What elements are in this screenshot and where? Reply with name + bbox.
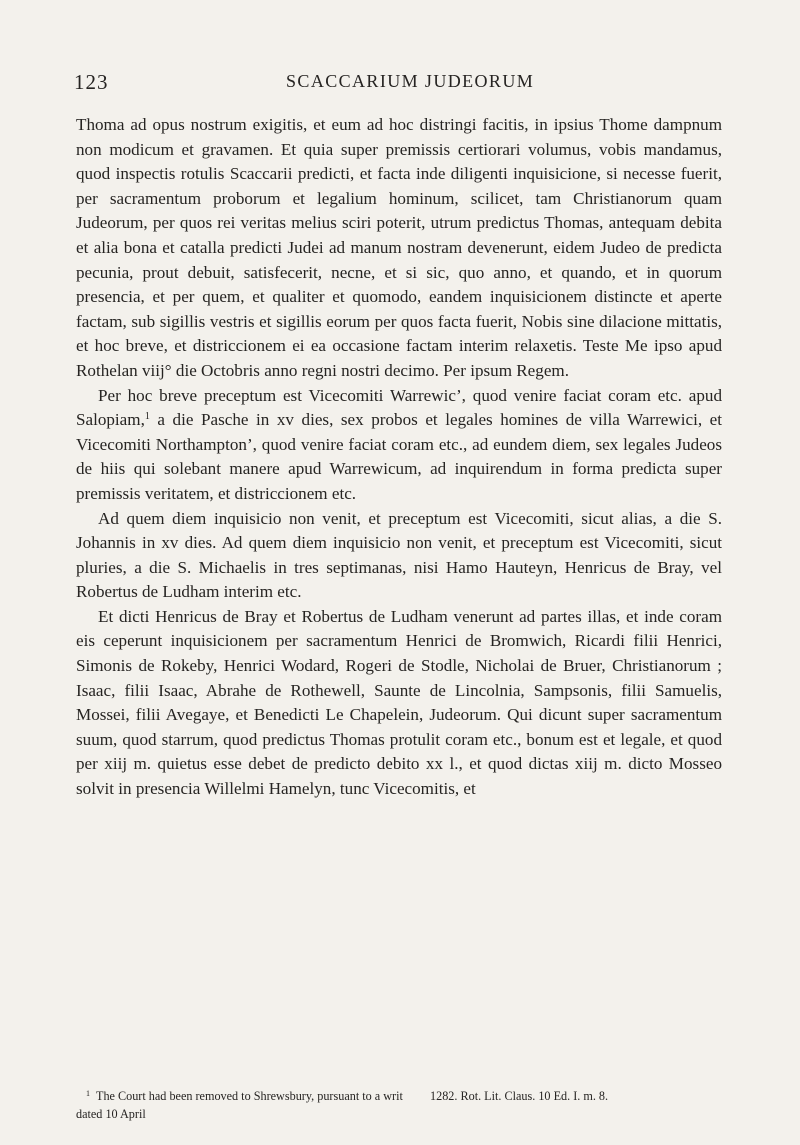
paragraph-2 — [76, 384, 722, 507]
paragraph-4: Et dicti Henricus de Bray et Robertus de Ludham venerunt ad partes illas, et inde coram eis ceperunt inquisicionem per sacramentum Henrici de Bromwich, Ricardi filii Henrici, Simonis de Rokeby, Henrici Wodard, Rogeri de Stodle, Nicholai de Bruer, Christianorum ; Isaac, filii Isaac, Abrahe de Rothewell, Saunte de Lincolnia, Sampsonis, filii Samuelis, Mossei, filii Avegaye, et Benedicti Le Chapelein, Judeorum. Qui dicunt super sacramentum suum, quod starrum, quod predictus Thomas protulit coram etc., bonum est et legale, et quod per xiij m. quietus esse debet de predicto debito xx l., et quod dictas xiij m. dicto Mosseo solvit in presencia Willelmi Hamelyn, tunc Vicecomitis, et — [76, 606, 722, 799]
paragraph-3: Ad quem diem inquisicio non venit, et preceptum est Vicecomiti, sicut alias, a die S. Johannis in xv dies. Ad quem diem inquisicio non venit, et preceptum est Vicecomiti, sicut pluries, a die S. Michaelis in tres septimanas, nisi Hamo Hauteyn, Henricus de Bray, vel Robertus de Ludham interim etc. — [76, 508, 722, 602]
footnote-reference: 1 — [144, 411, 150, 423]
footnote-text-left: The Court had been removed to Shrewsbury, pursuant to a writ dated 10 April — [76, 1089, 403, 1121]
running-head — [74, 70, 724, 94]
footnote-mark: 1 — [86, 1089, 90, 1098]
paragraph-2-text-b: a die Pasche in xv dies, sex probos et legales homines de villa Warrewici, et Vicecomiti Northampton’, quod venire faciat coram etc., ad eundem diem, sex legales Judeos de hiis qui solebant manere apud Warrewicum, ad inquirendum in forma predicta super premissis veritatem, et districcionem etc. — [76, 410, 722, 503]
running-title: SCACCARIUM JUDEORUM — [286, 71, 535, 91]
page-number: 123 — [74, 70, 109, 94]
body-text — [76, 113, 722, 802]
paragraph-2-text-a: Per hoc breve preceptum est Vicecomiti Warrewic’, quod venire faciat coram etc. apud Salopiam, — [76, 385, 722, 430]
footnote-text-right: 1282. Rot. Lit. Claus. 10 Ed. I. m. 8. — [430, 1089, 609, 1103]
footnote-left-column — [76, 1087, 421, 1123]
footnote — [76, 1087, 722, 1127]
paragraph-1: Thoma ad opus nostrum exigitis, et eum ad hoc distringi facitis, in ipsius Thome dampnum non modicum et gravamen. Et quia super premissis certiorari volumus, vobis mandamus, quod inspectis rotulis Scaccarii predicti, et facta inde diligenti inquisicione, si necesse fuerit, per sacramentum proborum et legalium hominum, scilicet, tam Christianorum quam Judeorum, per quos rei veritas melius sciri poterit, utrum predictus Thomas, antequam debita et alia bona et catalla predicti Judei ad manum nostram devenerunt, eidem Judeo de predicta pecunia, prout debuit, satisfecerit, necne, et si sic, quo anno, et quando, et in quorum presencia, et per quem, et qualiter et quomodo, eandem inquisicionem distincte et aperte factam, sub sigillis vestris et sigillis eorum per quos facta fuerit, Nobis sine dilacione mittatis, et hoc breve, et districcionem ei ea occasione factam interim relaxetis. Teste Me ipso apud Rothelan viij° die Octobris anno regni nostri decimo. Per ipsum Regem. — [76, 115, 722, 380]
